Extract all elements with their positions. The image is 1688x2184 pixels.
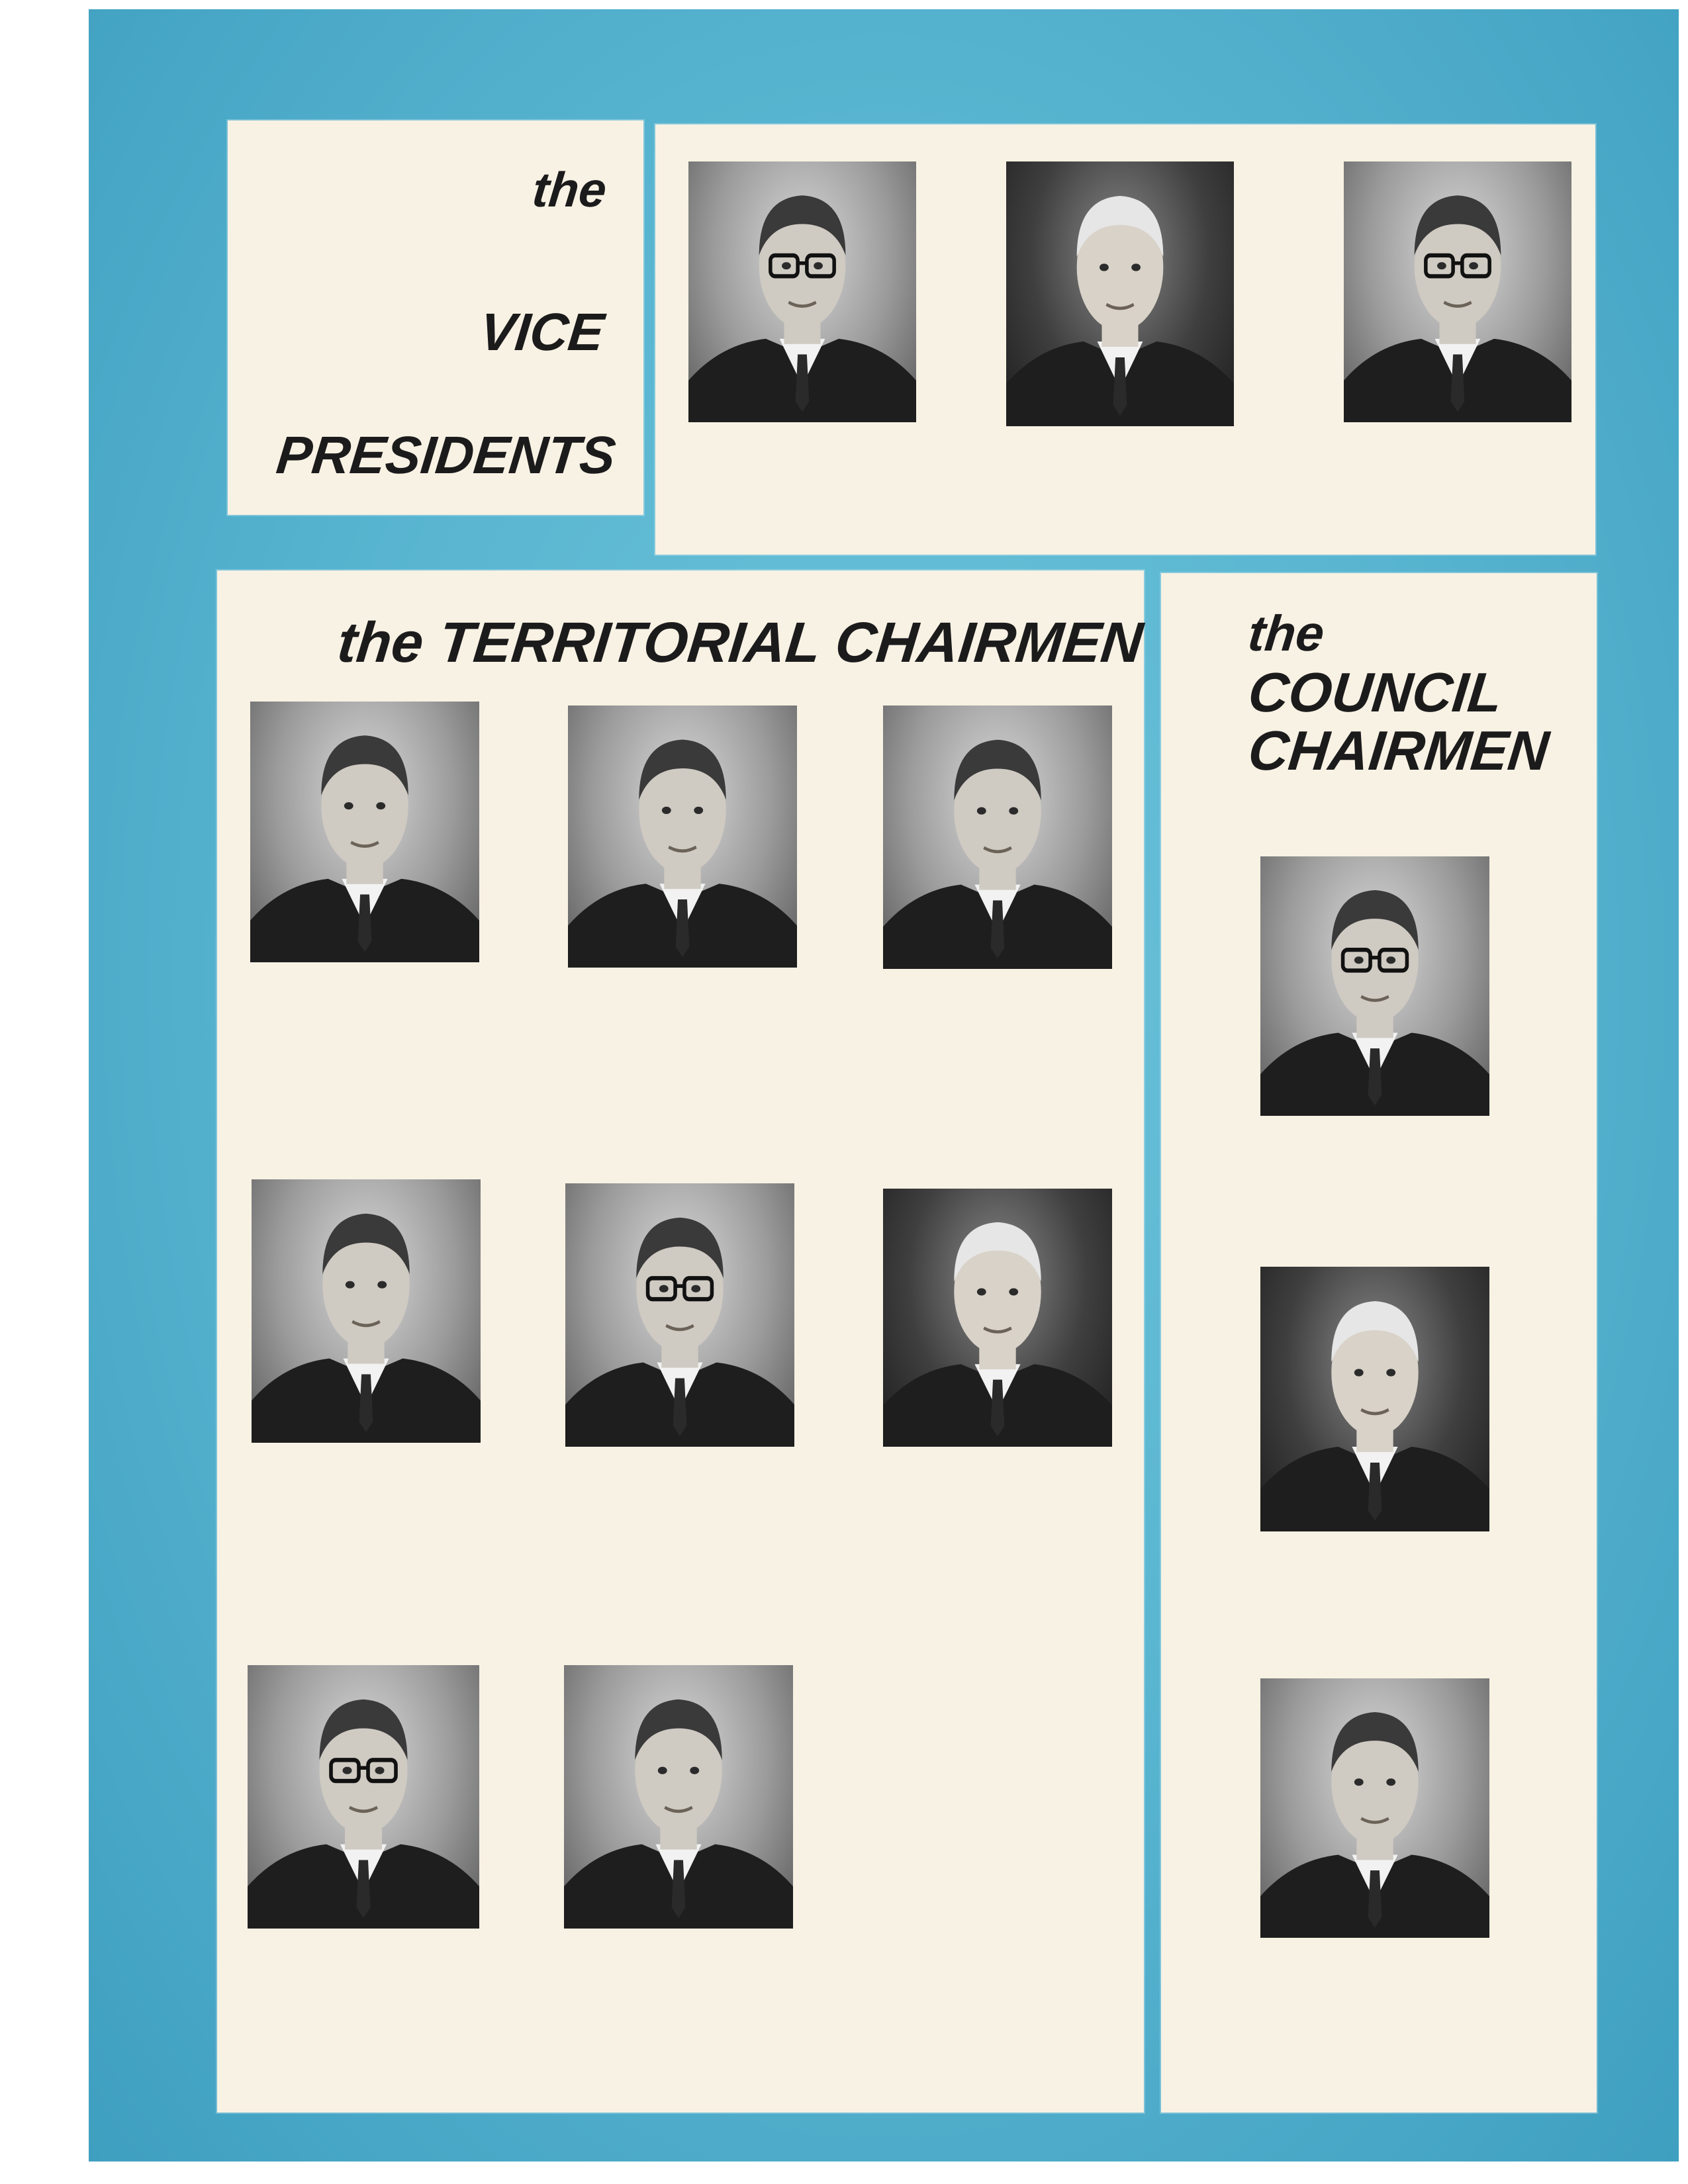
council-chairmen-panel xyxy=(1161,573,1597,2113)
vice-presidents-heading-vice: VICE xyxy=(477,302,607,361)
territorial-chairmen-heading: the TERRITORIAL CHAIRMEN xyxy=(334,611,1146,674)
vice-president-portrait xyxy=(1344,161,1571,422)
council-chairman-portrait xyxy=(1260,1267,1489,1531)
territorial-chairman-portrait xyxy=(564,1665,793,1929)
territorial-chairman-portrait xyxy=(883,705,1112,969)
territorial-chairmen-panel xyxy=(217,570,1144,2113)
council-chairman-portrait xyxy=(1260,856,1489,1116)
vice-presidents-heading-presidents: PRESIDENTS xyxy=(273,426,619,484)
territorial-chairman-portrait xyxy=(252,1179,481,1443)
council-chairmen-heading-the: the xyxy=(1245,606,1327,662)
blue-page-background xyxy=(89,9,1679,2161)
vice-president-portrait xyxy=(1006,161,1234,426)
territorial-chairman-portrait xyxy=(250,702,479,962)
vice-president-portrait xyxy=(688,161,916,422)
territorial-chairman-portrait xyxy=(565,1183,794,1447)
vice-presidents-photos-panel xyxy=(655,124,1595,555)
council-chairman-portrait xyxy=(1260,1678,1489,1938)
council-chairmen-heading-chairmen: CHAIRMEN xyxy=(1245,719,1552,782)
territorial-chairman-portrait xyxy=(248,1665,479,1929)
territorial-chairman-portrait xyxy=(568,705,797,968)
council-chairmen-heading-council: COUNCIL xyxy=(1245,661,1505,723)
vice-presidents-heading-the: the xyxy=(530,162,610,217)
vice-presidents-title-panel xyxy=(228,120,643,515)
territorial-chairman-portrait xyxy=(883,1189,1112,1447)
